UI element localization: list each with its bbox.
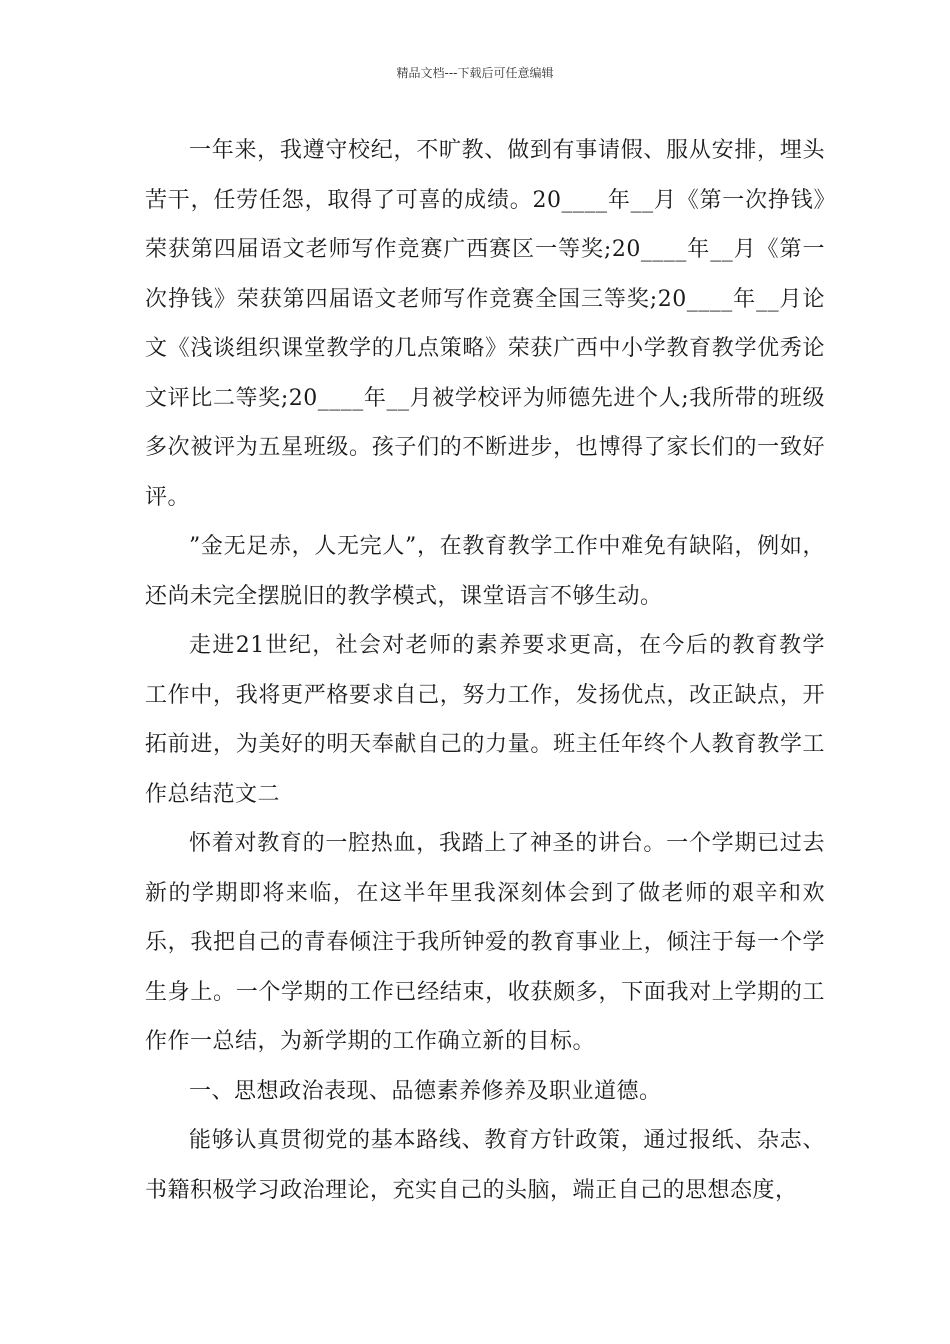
- paragraph-political-study: 能够认真贯彻党的基本路线、教育方针政策，通过报纸、杂志、书籍积极学习政治理论，充实自己的头脑，端正自己的思想态度，: [145, 1128, 825, 1203]
- paragraph-shortcomings: ”金无足赤，人无完人”，在教育教学工作中难免有缺陷，例如，还尚未完全摆脱旧的教学模式，课堂语言不够生动。: [145, 534, 825, 609]
- document-body: [145, 126, 825, 1215]
- paragraph-future-plan: 走进21世纪，社会对老师的素养要求更高，在今后的教育教学工作中，我将更严格要求自己，努力工作，发扬优点，改正缺点，开拓前进，为美好的明天奉献自己的力量。班主任年终个人教育教学工作总结范文二: [145, 633, 825, 807]
- page-header: 精品文档---下载后可任意编辑: [396, 66, 554, 80]
- paragraph-achievements: 一年来，我遵守校纪，不旷教、做到有事请假、服从安排，埋头苦干，任劳任怨，取得了可喜的成绩。20____年__月《第一次挣钱》荣获第四届语文老师写作竞赛广西赛区一等奖;20____年__月《第一次挣钱》荣获第四届语文老师写作竞赛全国三等奖;20____年__月论文《浅谈组织课堂教学的几点策略》荣获广西中小学教育教学优秀论文评比二等奖;20____年__月被学校评为师德先进个人;我所带的班级多次被评为五星班级。孩子们的不断进步，也博得了家长们的一致好评。: [145, 138, 825, 510]
- section-heading-political: 一、思想政治表现、品德素养修养及职业道德。: [189, 1078, 662, 1104]
- paragraph-semester-intro: 怀着对教育的一腔热血，我踏上了神圣的讲台。一个学期已过去新的学期即将来临，在这半年里我深刻体会到了做老师的艰辛和欢乐，我把自己的青春倾注于我所钟爱的教育事业上，倾注于每一个学生身上。一个学期的工作已经结束，收获颇多，下面我对上学期的工作作一总结，为新学期的工作确立新的目标。: [145, 831, 825, 1054]
